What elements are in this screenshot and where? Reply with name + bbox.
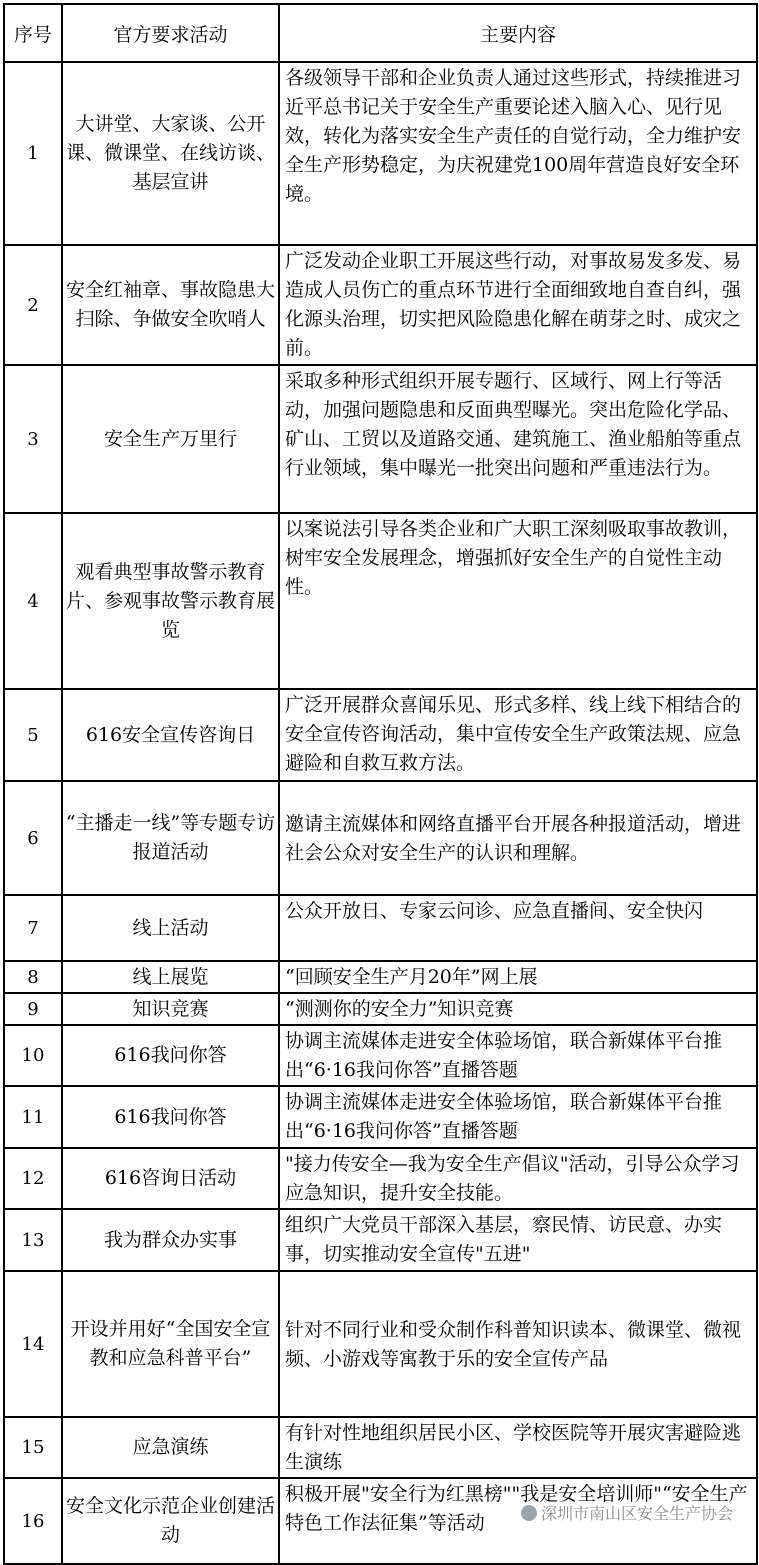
header-activity: 官方要求活动 xyxy=(62,4,279,62)
row-content: 协调主流媒体走进安全体验场馆，联合新媒体平台推出“6·16我问你答”直播答题 xyxy=(279,1025,757,1086)
row-activity: 大讲堂、大家谈、公开课、微课堂、在线访谈、基层宣讲 xyxy=(62,62,279,245)
row-activity: 知识竞赛 xyxy=(62,993,279,1025)
table-row xyxy=(4,1025,757,1086)
row-content: “回顾安全生产月20年”网上展 xyxy=(279,961,757,993)
table-row xyxy=(4,781,757,895)
table-row xyxy=(4,1417,757,1478)
table-row xyxy=(4,1209,757,1271)
table-row xyxy=(4,62,757,245)
row-activity: 观看典型事故警示教育片、参观事故警示教育展览 xyxy=(62,513,279,689)
row-activity: 开设并用好“全国安全宣教和应急科普平台” xyxy=(62,1271,279,1417)
row-no: 10 xyxy=(4,1025,62,1086)
row-activity: 线上活动 xyxy=(62,895,279,961)
table-header-row xyxy=(4,4,757,62)
row-content: 广泛发动企业职工开展这些行动，对事故易发多发、易造成人员伤亡的重点环节进行全面细致地自查自纠，强化源头治理，切实把风险隐患化解在萌芽之时、成灾之前。 xyxy=(279,245,757,365)
row-no: 11 xyxy=(4,1086,62,1148)
activities-table xyxy=(3,3,758,1565)
watermark xyxy=(521,1501,733,1524)
row-no: 7 xyxy=(4,895,62,961)
row-content: 各级领导干部和企业负责人通过这些形式，持续推进习近平总书记关于安全生产重要论述入脑入心、见行见效，转化为落实安全生产责任的自觉行动，全力维护安全生产形势稳定，为庆祝建党100周年营造良好安全环境。 xyxy=(279,62,757,245)
row-activity: 我为群众办实事 xyxy=(62,1209,279,1271)
row-activity: 616我问你答 xyxy=(62,1086,279,1148)
row-content: “测测你的安全力”知识竞赛 xyxy=(279,993,757,1025)
row-content: 有针对性地组织居民小区、学校医院等开展灾害避险逃生演练 xyxy=(279,1417,757,1478)
row-content: 邀请主流媒体和网络直播平台开展各种报道活动，增进社会公众对安全生产的认识和理解。 xyxy=(279,781,757,895)
row-no: 9 xyxy=(4,993,62,1025)
row-activity: “主播走一线”等专题专访报道活动 xyxy=(62,781,279,895)
row-activity: 616安全宣传咨询日 xyxy=(62,689,279,781)
row-activity: 线上展览 xyxy=(62,961,279,993)
table-row xyxy=(4,513,757,689)
row-no: 2 xyxy=(4,245,62,365)
row-content: 协调主流媒体走进安全体验场馆，联合新媒体平台推出“6·16我问你答”直播答题 xyxy=(279,1086,757,1148)
table-row xyxy=(4,689,757,781)
row-activity: 安全文化示范企业创建活动 xyxy=(62,1478,279,1564)
row-content: 针对不同行业和受众制作科普知识读本、微课堂、微视频、小游戏等寓教于乐的安全宣传产品 xyxy=(279,1271,757,1417)
row-content: 公众开放日、专家云问诊、应急直播间、安全快闪 xyxy=(279,895,757,961)
table-row xyxy=(4,895,757,961)
row-activity: 安全生产万里行 xyxy=(62,365,279,513)
row-no: 3 xyxy=(4,365,62,513)
row-no: 6 xyxy=(4,781,62,895)
table-row xyxy=(4,365,757,513)
table-row xyxy=(4,993,757,1025)
row-content: 以案说法引导各类企业和广大职工深刻吸取事故教训，树牢安全发展理念，增强抓好安全生产的自觉性主动性。 xyxy=(279,513,757,689)
row-no: 16 xyxy=(4,1478,62,1564)
table-row xyxy=(4,1271,757,1417)
row-no: 15 xyxy=(4,1417,62,1478)
table-row xyxy=(4,1086,757,1148)
row-activity: 616我问你答 xyxy=(62,1025,279,1086)
row-no: 8 xyxy=(4,961,62,993)
row-no: 12 xyxy=(4,1148,62,1209)
watermark-text: 深圳市南山区安全生产协会 xyxy=(540,1504,733,1523)
table-row xyxy=(4,1148,757,1209)
row-no: 4 xyxy=(4,513,62,689)
row-content: 积极开展"安全行为红黑榜""我是安全培训师"“安全生产特色工作法征集”等活动 xyxy=(279,1478,757,1564)
header-content: 主要内容 xyxy=(279,4,757,62)
wechat-icon xyxy=(521,1505,537,1521)
row-content: 组织广大党员干部深入基层，察民情、访民意、办实事，切实推动安全宣传"五进" xyxy=(279,1209,757,1271)
table-row xyxy=(4,961,757,993)
row-activity: 616咨询日活动 xyxy=(62,1148,279,1209)
row-content: 广泛开展群众喜闻乐见、形式多样、线上线下相结合的安全宣传咨询活动，集中宣传安全生产政策法规、应急避险和自救互救方法。 xyxy=(279,689,757,781)
row-no: 5 xyxy=(4,689,62,781)
row-content: 采取多种形式组织开展专题行、区域行、网上行等活动，加强问题隐患和反面典型曝光。突出危险化学品、矿山、工贸以及道路交通、建筑施工、渔业船舶等重点行业领域，集中曝光一批突出问题和严重违法行为。 xyxy=(279,365,757,513)
row-activity: 安全红袖章、事故隐患大扫除、争做安全吹哨人 xyxy=(62,245,279,365)
row-activity: 应急演练 xyxy=(62,1417,279,1478)
row-no: 14 xyxy=(4,1271,62,1417)
row-content: "接力传安全—我为安全生产倡议"活动，引导公众学习应急知识，提升安全技能。 xyxy=(279,1148,757,1209)
header-no: 序号 xyxy=(4,4,62,62)
table-row xyxy=(4,245,757,365)
row-no: 13 xyxy=(4,1209,62,1271)
row-no: 1 xyxy=(4,62,62,245)
